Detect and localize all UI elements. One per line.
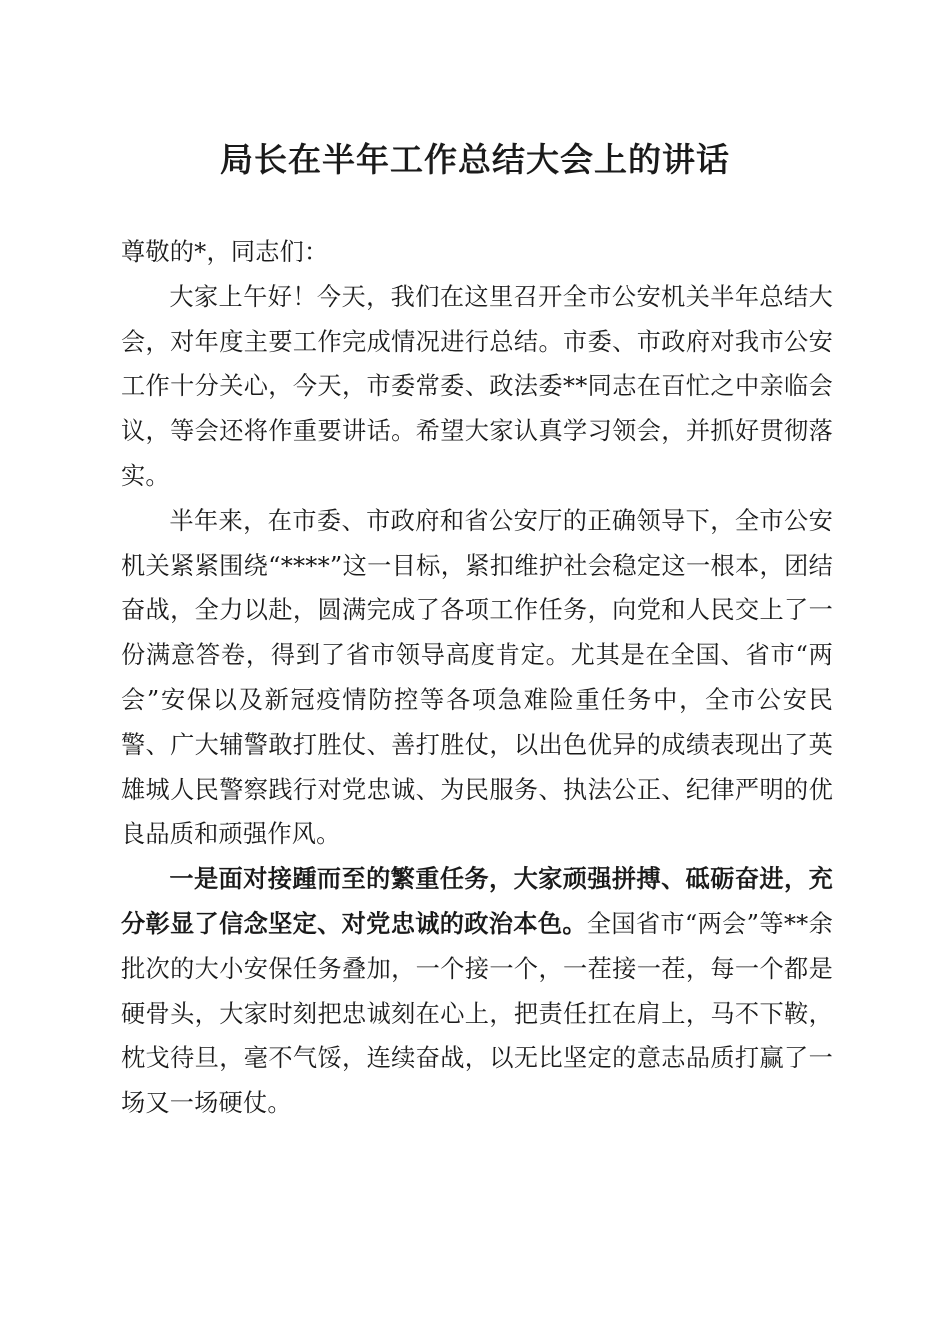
paragraph-point-one	[121, 857, 833, 1126]
document-body	[121, 230, 833, 1126]
paragraph-greeting: 大家上午好！今天，我们在这里召开全市公安机关半年总结大会，对年度主要工作完成情况进行总结。市委、市政府对我市公安工作十分关心，今天，市委常委、政法委**同志在百忙之中亲临会议，等会还将作重要讲话。希望大家认真学习领会，并抓好贯彻落实。	[121, 282, 833, 490]
paragraph-half-year-review: 半年来，在市委、市政府和省公安厅的正确领导下，全市公安机关紧紧围绕“****”这一目标，紧扣维护社会稳定这一根本，团结奋战，全力以赴，圆满完成了各项工作任务，向党和人民交上了一份满意答卷，得到了省市领导高度肯定。尤其是在全国、省市“两会”安保以及新冠疫情防控等各项急难险重任务中，全市公安民警、广大辅警敢打胜仗、善打胜仗，以出色优异的成绩表现出了英雄城人民警察践行对党忠诚、为民服务、执法公正、纪律严明的优良品质和顽强作风。	[121, 506, 833, 849]
point-one-body: 全国省市“两会”等**余批次的大小安保任务叠加，一个接一个，一茬接一茬，每一个都是硬骨头，大家时刻把忠诚刻在心上，把责任扛在肩上，马不下鞍，枕戈待旦，毫不气馁，连续奋战，以无比坚定的意志品质打赢了一场又一场硬仗。	[121, 909, 833, 1118]
document-title: 局长在半年工作总结大会上的讲话	[220, 140, 730, 179]
salutation: 尊敬的*，同志们：	[121, 238, 329, 266]
point-one-heading: 一是面对接踵而至的繁重任务，大家顽强拼搏、砥砺奋进，充分彰显了信念坚定、对党忠诚的政治本色。	[121, 864, 833, 938]
